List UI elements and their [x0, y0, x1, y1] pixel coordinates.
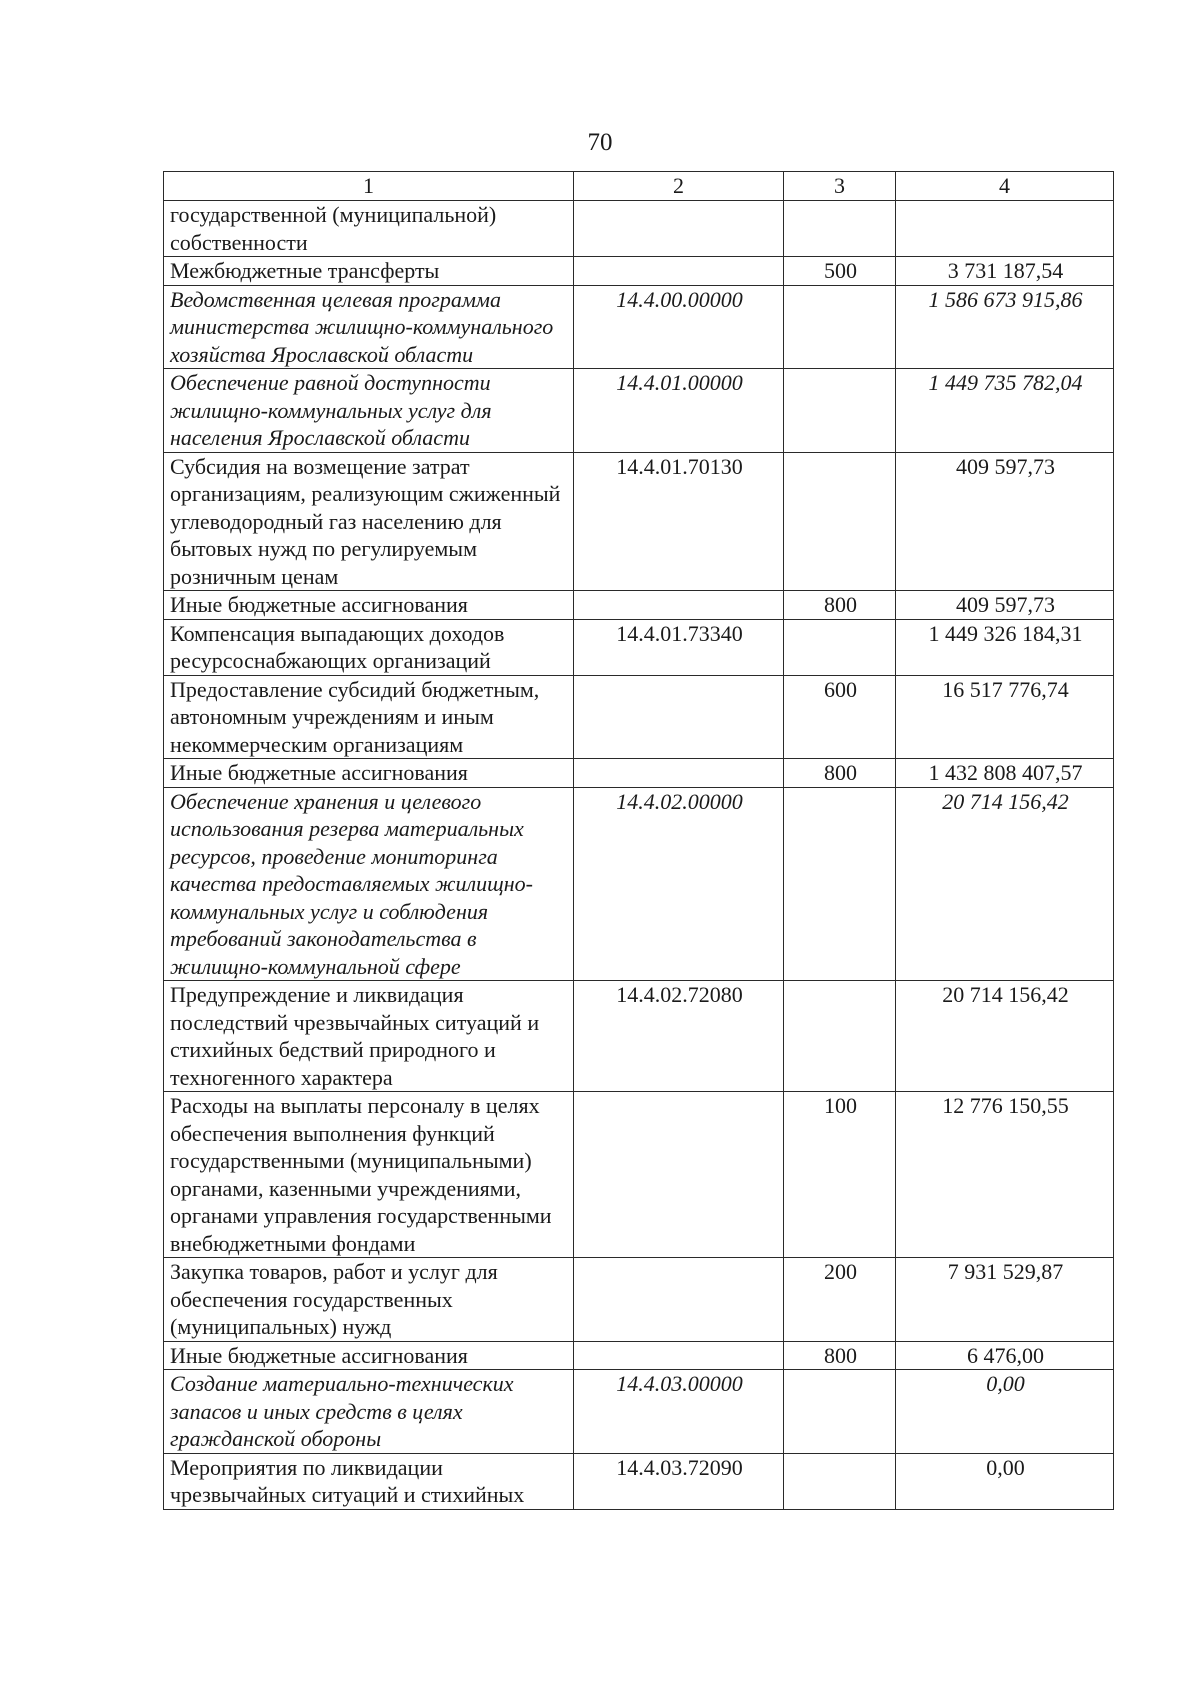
row-code-cell [574, 201, 784, 257]
table-row [164, 1258, 1114, 1342]
row-amount-cell: 1 586 673 915,86 [896, 285, 1114, 369]
row-amount-cell: 1 432 808 407,57 [896, 759, 1114, 788]
row-code-cell: 14.4.01.00000 [574, 369, 784, 453]
row-name-cell: Иные бюджетные ассигнования [164, 759, 574, 788]
row-type-cell: 800 [784, 1341, 896, 1370]
row-type-cell [784, 285, 896, 369]
row-code-cell: 14.4.02.72080 [574, 981, 784, 1092]
row-amount-cell: 20 714 156,42 [896, 787, 1114, 981]
row-code-cell [574, 591, 784, 620]
row-code-cell: 14.4.03.00000 [574, 1370, 784, 1454]
page-number: 70 [587, 129, 613, 156]
table-row [164, 759, 1114, 788]
table-row [164, 369, 1114, 453]
row-type-cell [784, 452, 896, 591]
budget-table [163, 171, 1114, 1510]
row-type-cell: 100 [784, 1092, 896, 1258]
row-name-cell: Обеспечение равной доступности жилищно-коммунальных услуг для населения Ярославской области [164, 369, 574, 453]
row-type-cell [784, 619, 896, 675]
table-row [164, 285, 1114, 369]
row-type-cell [784, 981, 896, 1092]
header-row [164, 172, 1114, 201]
table-row [164, 201, 1114, 257]
column-header: 4 [896, 172, 1114, 201]
row-amount-cell: 0,00 [896, 1370, 1114, 1454]
row-type-cell: 800 [784, 759, 896, 788]
row-name-cell: Иные бюджетные ассигнования [164, 1341, 574, 1370]
row-code-cell: 14.4.00.00000 [574, 285, 784, 369]
row-type-cell [784, 1453, 896, 1509]
row-code-cell: 14.4.01.73340 [574, 619, 784, 675]
row-code-cell [574, 1341, 784, 1370]
row-name-cell: Обеспечение хранения и целевого использования резерва материальных ресурсов, проведение мониторинга качества предоставляемых жилищно-коммунальных услуг и соблюдения требований законодательства в жилищно-коммунальной сфере [164, 787, 574, 981]
row-name-cell: Расходы на выплаты персоналу в целях обеспечения выполнения функций государственными (муниципальными) органами, казенными учреждениями, органами управления государственными внебюджетными фондами [164, 1092, 574, 1258]
table-row [164, 787, 1114, 981]
row-name-cell: Предоставление субсидий бюджетным, автономным учреждениям и иным некоммерческим организациям [164, 675, 574, 759]
row-code-cell: 14.4.02.00000 [574, 787, 784, 981]
row-amount-cell: 7 931 529,87 [896, 1258, 1114, 1342]
table-row [164, 619, 1114, 675]
row-amount-cell [896, 201, 1114, 257]
table-row [164, 1341, 1114, 1370]
table-row [164, 675, 1114, 759]
row-code-cell [574, 759, 784, 788]
row-name-cell: Межбюджетные трансферты [164, 257, 574, 286]
row-code-cell [574, 1092, 784, 1258]
row-name-cell: Ведомственная целевая программа министерства жилищно-коммунального хозяйства Ярославской области [164, 285, 574, 369]
column-header: 2 [574, 172, 784, 201]
table-row [164, 981, 1114, 1092]
row-name-cell: Создание материально-технических запасов и иных средств в целях гражданской обороны [164, 1370, 574, 1454]
row-code-cell: 14.4.01.70130 [574, 452, 784, 591]
row-name-cell: Компенсация выпадающих доходов ресурсоснабжающих организаций [164, 619, 574, 675]
row-code-cell [574, 675, 784, 759]
table-row [164, 1453, 1114, 1509]
row-amount-cell: 20 714 156,42 [896, 981, 1114, 1092]
row-name-cell: государственной (муниципальной) собственности [164, 201, 574, 257]
row-amount-cell: 409 597,73 [896, 452, 1114, 591]
row-name-cell: Предупреждение и ликвидация последствий чрезвычайных ситуаций и стихийных бедствий природного и техногенного характера [164, 981, 574, 1092]
row-type-cell: 600 [784, 675, 896, 759]
row-type-cell: 200 [784, 1258, 896, 1342]
row-type-cell [784, 201, 896, 257]
row-type-cell: 500 [784, 257, 896, 286]
row-code-cell: 14.4.03.72090 [574, 1453, 784, 1509]
row-type-cell: 800 [784, 591, 896, 620]
row-code-cell [574, 1258, 784, 1342]
row-amount-cell: 3 731 187,54 [896, 257, 1114, 286]
table-row [164, 1092, 1114, 1258]
table-row [164, 1370, 1114, 1454]
row-amount-cell: 12 776 150,55 [896, 1092, 1114, 1258]
row-type-cell [784, 369, 896, 453]
column-header: 3 [784, 172, 896, 201]
row-amount-cell: 409 597,73 [896, 591, 1114, 620]
row-name-cell: Мероприятия по ликвидации чрезвычайных ситуаций и стихийных [164, 1453, 574, 1509]
row-name-cell: Субсидия на возмещение затрат организациям, реализующим сжиженный углеводородный газ населению для бытовых нужд по регулируемым розничным ценам [164, 452, 574, 591]
column-header: 1 [164, 172, 574, 201]
row-amount-cell: 1 449 326 184,31 [896, 619, 1114, 675]
row-type-cell [784, 1370, 896, 1454]
table-row [164, 452, 1114, 591]
row-amount-cell: 1 449 735 782,04 [896, 369, 1114, 453]
table-row [164, 257, 1114, 286]
row-amount-cell: 16 517 776,74 [896, 675, 1114, 759]
row-name-cell: Иные бюджетные ассигнования [164, 591, 574, 620]
row-amount-cell: 0,00 [896, 1453, 1114, 1509]
row-code-cell [574, 257, 784, 286]
row-amount-cell: 6 476,00 [896, 1341, 1114, 1370]
row-name-cell: Закупка товаров, работ и услуг для обеспечения государственных (муниципальных) нужд [164, 1258, 574, 1342]
row-type-cell [784, 787, 896, 981]
table-row [164, 591, 1114, 620]
